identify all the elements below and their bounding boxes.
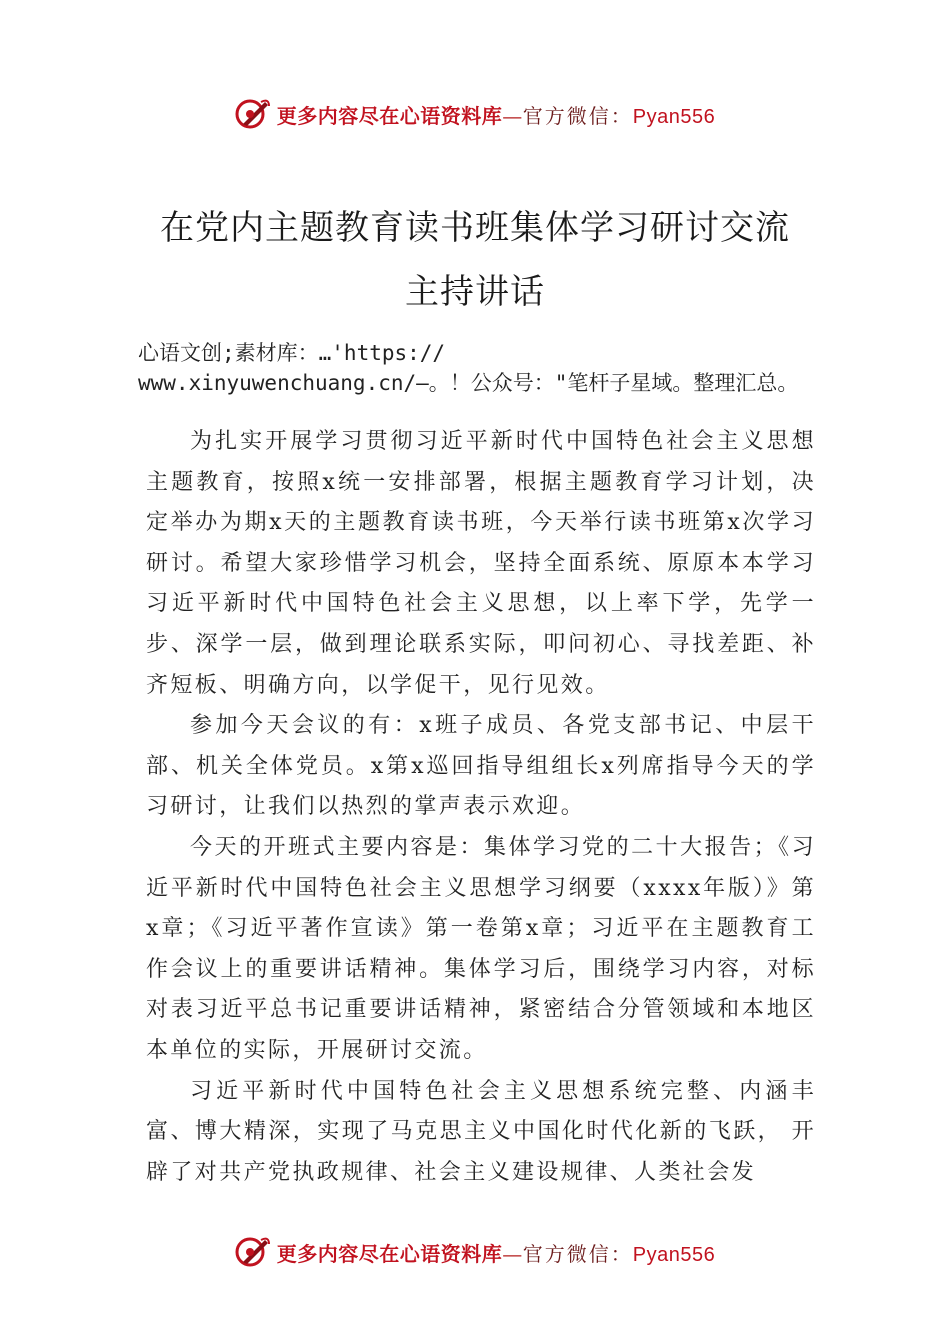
body-paragraph: 今天的开班式主要内容是：集体学习党的二十大报告；《习近平新时代中国特色社会主义思想学习纲要（xxxx年版）》第x章；《习近平著作宣读》第一卷第x章；习近平在主题教育工作会议上的重要讲话精神。集体学习后，围绕学习内容，对标对表习近平总书记重要讲话精神，紧密结合分管领域和本地区本单位的实际，开展研讨交流。 [146,834,816,1063]
banner-account: Pyan556 [632,1243,716,1266]
banner-brand: 更多内容尽在心语资料库 [276,1241,503,1266]
source-line-1: 心语文创;素材库：…'https:// [138,341,446,365]
document-title-line1: 在党内主题教育读书班集体学习研讨交流 [160,208,790,248]
header-watermark-text [277,100,715,129]
banner-account: Pyan556 [632,105,716,128]
quill-logo-icon [235,1234,271,1270]
banner-label: 官方微信： [522,103,633,128]
body-paragraph: 参加今天会议的有：x班子成员、各党支部书记、中层干部、机关全体党员。x第x巡回指导组组长x列席指导今天的学习研讨，让我们以热烈的掌声表示欢迎。 [146,713,816,820]
footer-watermark-banner [0,1232,950,1272]
source-note [138,338,843,398]
quill-logo-icon [235,96,271,132]
source-line-2: www.xinyuwenchuang.cn/—。！公众号："笔杆子星域。整理汇总。 [138,371,799,395]
header-watermark-banner [0,94,950,134]
banner-separator: — [502,103,523,128]
body-paragraph: 为扎实开展学习贯彻习近平新时代中国特色社会主义思想主题教育，按照x统一安排部署，根据主题教育学习计划，决定举办为期x天的主题教育读书班，今天举行读书班第x次学习研讨。希望大家珍惜学习机会，坚持全面系统、原原本本学习习近平新时代中国特色社会主义思想，以上率下学，先学一步、深学一层，做到理论联系实际，叩问初心、寻找差距、补齐短板、明确方向，以学促干，见行见效。 [146,429,816,698]
document-body [146,422,816,1193]
body-paragraph: 习近平新时代中国特色社会主义思想系统完整、内涵丰富、博大精深，实现了马克思主义中国化时代化新的飞跃， 开辟了对共产党执政规律、社会主义建设规律、人类社会发 [146,1078,816,1185]
banner-brand: 更多内容尽在心语资料库 [276,103,503,128]
document-title-line2: 主持讲话 [405,272,545,312]
banner-label: 官方微信： [522,1241,633,1266]
footer-watermark-text [277,1238,715,1267]
banner-separator: — [502,1241,523,1266]
